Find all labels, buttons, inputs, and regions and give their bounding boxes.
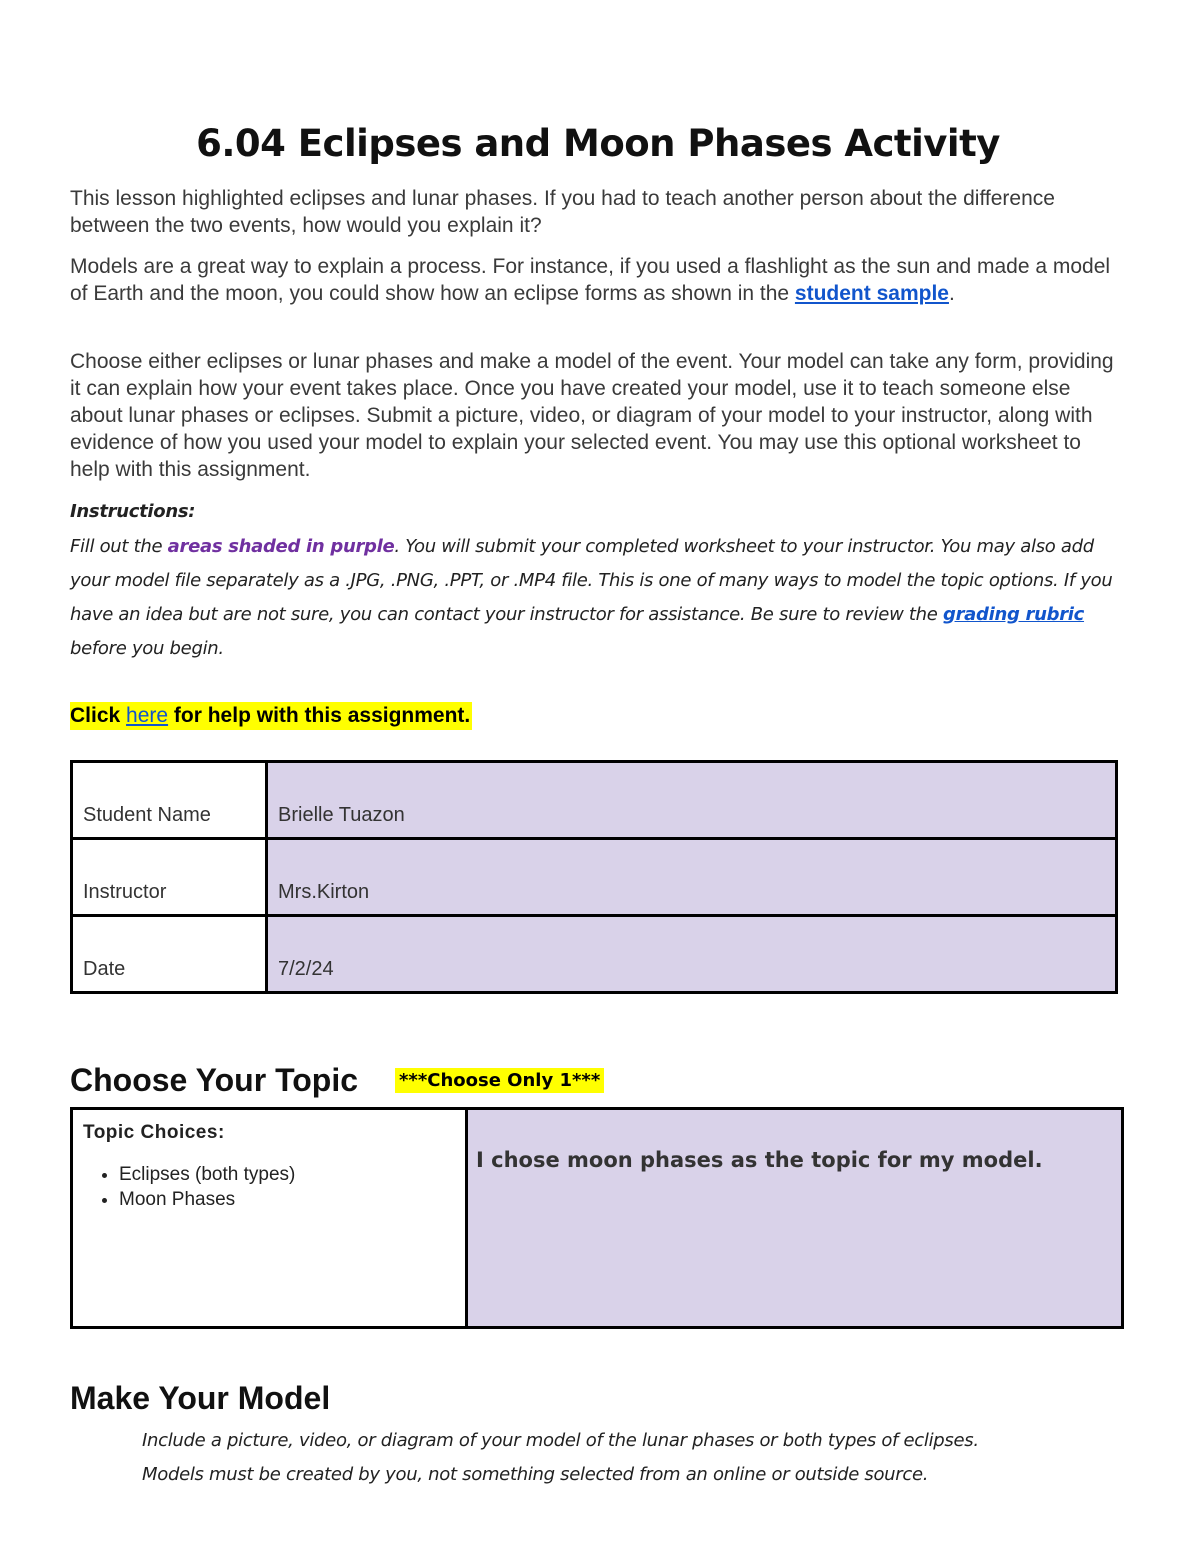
intro-p2-end: . [948, 282, 955, 305]
topic-choices-title: Topic Choices: [83, 1122, 225, 1143]
choose-topic-heading: Choose Your Topic [70, 1062, 359, 1098]
topic-choices-list [83, 1162, 455, 1212]
grading-rubric-link[interactable]: grading rubric [943, 604, 1085, 625]
list-item: • Eclipses (both types) [119, 1162, 455, 1187]
list-item: • Moon Phases [119, 1187, 455, 1212]
student-info-table [70, 760, 1118, 994]
choose-only-one-badge: ***Choose Only 1*** [395, 1068, 604, 1093]
help-text-1: Click [70, 704, 127, 727]
help-here-link[interactable]: here [126, 704, 169, 727]
purple-area-note: areas shaded in purple [167, 536, 395, 557]
instructions-text-1: Fill out the [70, 536, 168, 557]
topic-answer-field[interactable]: I chose moon phases as the topic for my model. [467, 1109, 1123, 1328]
instructions-body [70, 530, 1126, 666]
student-name-field[interactable]: Brielle Tuazon [267, 762, 1117, 839]
intro-paragraph-2 [70, 253, 1126, 307]
date-field[interactable]: 7/2/24 [267, 916, 1117, 993]
instructions-text-2: . You will submit your completed worksheet to your instructor. You may also add your model file separately as a .JPG, .PNG, .PPT, or .MP4 file. This is one of many ways to model the topic options. If you have an idea but are not sure, you can contact your instructor for assistance. Be sure to review the [70, 536, 1113, 625]
table-row [72, 762, 1117, 839]
model-note-line-1: Include a picture, video, or diagram of your model of the lunar phases or both types of eclipses. [142, 1430, 979, 1451]
student-sample-link[interactable]: student sample [794, 282, 949, 305]
intro-paragraph-1: This lesson highlighted eclipses and lunar phases. If you had to teach another person about the difference between the two events, how would you explain it? [70, 187, 1055, 237]
intro-paragraph-3: Choose either eclipses or lunar phases and make a model of the event. Your model can take any form, providing it can explain how your event takes place. Once you have created your model, use it to teach someone else about lunar phases or eclipses. Submit a picture, video, or diagram of your model to your instructor, along with evidence of how you used your model to explain your selected event. You may use this optional worksheet to help with this assignment. [70, 350, 1114, 481]
topic-choices-cell [72, 1109, 467, 1328]
instructor-label: Instructor [72, 839, 267, 916]
table-row [72, 839, 1117, 916]
table-row [72, 916, 1117, 993]
date-label: Date [72, 916, 267, 993]
help-line [70, 702, 472, 730]
model-note-line-2: Models must be created by you, not something selected from an online or outside source. [142, 1464, 929, 1485]
topic-table [70, 1107, 1124, 1329]
intro-p2-text: Models are a great way to explain a process. For instance, if you used a flashlight as the sun and made a model of Earth and the moon, you could show how an eclipse forms as shown in the [70, 255, 1111, 305]
help-text-2: for help with this assignment. [168, 704, 471, 727]
page-title: 6.04 Eclipses and Moon Phases Activity [196, 122, 1000, 165]
instructions-heading: Instructions: [70, 501, 196, 522]
student-name-label: Student Name [72, 762, 267, 839]
instructor-field[interactable]: Mrs.Kirton [267, 839, 1117, 916]
instructions-text-3: before you begin. [70, 638, 224, 659]
make-model-heading: Make Your Model [70, 1380, 331, 1416]
table-row [72, 1109, 1123, 1328]
